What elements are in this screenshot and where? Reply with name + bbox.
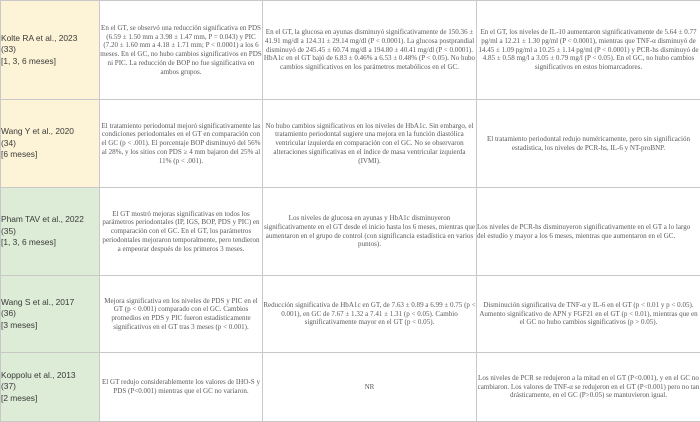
metabolic-results: Los niveles de glucosa en ayunas y HbA1c disminuyeron significativamente en el GT desde el inicio hasta los 6 meses, mientras que aumentaron en el grupo de control (con significancia estadística en varios puntos). bbox=[263, 214, 476, 249]
inflammatory-results: Disminución significativa de TNF-α y IL-6 en el GT (p < 0.01 y p < 0.05). Aumento significativo de APN y FGF21 en el GT (p < 0.01), mientras que en el GC no hubo cambios significativos (p > 0.05). bbox=[479, 300, 698, 327]
inflammatory-results: Los niveles de PCR se redujeron a la mitad en el GT (P<0.001), y en el GC no cambiaron. Los valores de TNF-α se redujeron en el GT (P<0.001) pero no tan drásticamente, en el GC (P>0.05) se mantuvieron igual. bbox=[477, 373, 700, 400]
metabolic-results: NR bbox=[364, 382, 375, 391]
study-ref: (33) bbox=[1, 44, 16, 55]
periodontal-results: En el GT, se observó una reducción significativa en PDS (6.59 ± 1.50 mm a 3.98 ± 1.47 mm, P = 0.043) y PIC (7.20 ± 1.60 mm a 4.18 ± 1.71 mm; P < 0.0001) a los 6 meses. En el GC, no hubo cambios significativos en PDS ni PIC. La reducción de BOP no fue significativa en ambos grupos. bbox=[100, 23, 262, 76]
study-title: Kolte RA et al., 2023 bbox=[1, 32, 78, 43]
table-row bbox=[1, 188, 700, 276]
study-cell bbox=[1, 188, 100, 276]
periodontal-results: El GT redujo considerablemente los valores de IHO-S y PDS (P<0.001) mientras que el GC no variaron. bbox=[102, 378, 260, 395]
periodontal-results: El GT mostró mejoras significativas en todos los parámetros periodontales (IP, IGS, BOP, PDS y PIC) en comparación con el GC. En el GT, los parámetros periodontales mejoraron temporalmente, pero tendieron a empeorar después de los primeros 3 meses. bbox=[102, 209, 260, 253]
study-months: [1, 3, 6 meses] bbox=[1, 237, 56, 248]
study-title: Wang S et al., 2017 bbox=[1, 296, 75, 307]
study-months: [1, 3, 6 meses] bbox=[1, 55, 56, 66]
metabolic-results: Reducción significativa de HbA1c en GT, de 7.63 ± 0.89 a 6.99 ± 0.75 (p < 0.001), en GC de 7.67 ± 1.32 a 7.41 ± 1.31 (p < 0.05). Cambio significativamente mayor en el GT (p < 0.05). bbox=[263, 300, 476, 327]
study-ref: (36) bbox=[1, 308, 16, 319]
periodontal-results: Mejora significativa en los niveles de PDS y PIC en el GT (p < 0.001) comparado con el GC. Cambios promedios en PDS y PIC fueron estadísticamente significativos en el GT tras 3 meses (p < 0.001). bbox=[104, 296, 258, 331]
study-title: Wang Y et al., 2020 bbox=[1, 126, 74, 137]
study-months: [2 meses] bbox=[1, 392, 38, 403]
study-cell bbox=[1, 276, 100, 353]
study-months: [3 meses] bbox=[1, 319, 38, 330]
metabolic-results: No hubo cambios significativos en los niveles de HbA1c. Sin embargo, el tratamiento periodontal sugiere una mejora en la función diastólica ventricular izquierda en comparación con el GC. No se observaron alteraciones significativas en el índice de masa ventricular izquierda (IVMI). bbox=[265, 121, 474, 165]
study-cell bbox=[1, 1, 100, 100]
study-months: [6 meses] bbox=[1, 149, 38, 160]
inflammatory-results: El tratamiento periodontal redujo numéricamente, pero sin significación estadística, los niveles de PCR-hs, IL-6 y NT-proBNP. bbox=[486, 134, 691, 152]
periodontal-results: El tratamiento periodontal mejoró significativamente las condiciones periodontales en el GT en comparación con el GC (p < .001). El porcentaje BOP disminuyó del 56% al 28%, y los sitios con PDS ≥ 4 mm bajaron del 25% al 11% (p < .001). bbox=[101, 121, 261, 165]
table-row bbox=[1, 1, 700, 100]
table-row bbox=[1, 276, 700, 353]
study-title: Koppolu et al., 2013 bbox=[1, 369, 76, 380]
study-ref: (37) bbox=[1, 381, 16, 392]
metabolic-results: En el GT, la glucosa en ayunas disminuyó significativamente de 150.36 ± 41.91 mg/dl a 124.31 ± 29.14 mg/dl (P < 0.0001). La glucosa postprandial disminuyó de 245.45 ± 60.74 mg/dl a 194.80 ± 40.41 mg/dl (P < 0.0001). HbA1c en el GT bajó de 6.83 ± 0.46% a 6.53 ± 0.48% (P < 0.05). No hubo cambios significativos en los parámetros metabólicos en el GC. bbox=[263, 28, 476, 72]
inflammatory-results: Los niveles de PCR-hs disminuyeron significativamente en el GT a lo largo del estudio y mayor a los 6 meses, mientras que aumentaron en el GC. bbox=[477, 222, 691, 240]
table-row bbox=[1, 100, 700, 188]
table-row bbox=[1, 353, 700, 422]
study-cell bbox=[1, 100, 100, 188]
study-ref: (34) bbox=[1, 137, 16, 148]
inflammatory-results: En el GT, los niveles de IL-10 aumentaron significativamente de 5.64 ± 0.77 pg/ml a 12.21 ± 1.30 pg/ml (P < 0.0001), mientras que TNF-α disminuyó de 14.45 ± 1.09 pg/ml a 10.25 ± 1.14 pg/ml (P < 0.0001) y PCR-hs disminuyó de 4.85 ± 0.58 mg/l a 3.05 ± 0.79 mg/l (P < 0.05). En el GC, no hubo cambios significativos en estos biomarcadores. bbox=[478, 28, 699, 72]
study-cell bbox=[1, 353, 100, 422]
study-title: Pham TAV et al., 2022 (35) bbox=[1, 214, 84, 236]
